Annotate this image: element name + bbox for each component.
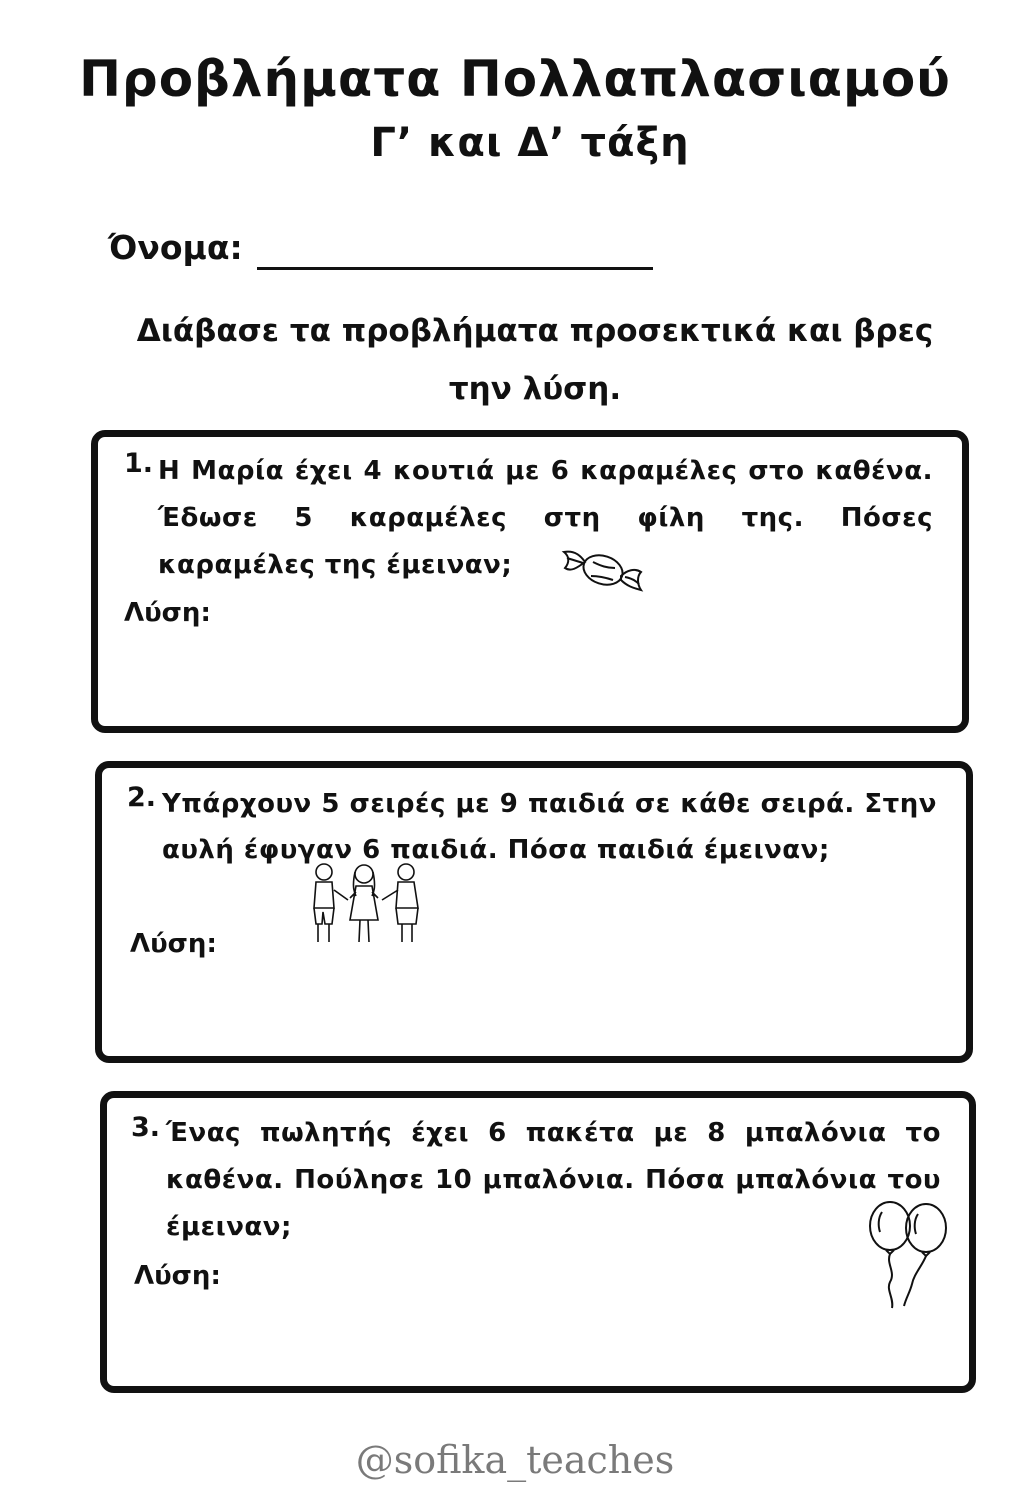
page-subtitle: Γ’ και Δ’ τάξη <box>370 120 690 166</box>
problem-number: 3. <box>131 1112 161 1143</box>
instructions: Διάβασε τα προβλήματα προσεκτικά και βρες την λύση. <box>136 313 934 407</box>
name-label: Όνομα: <box>108 228 243 267</box>
problem-text: Υπάρχουν 5 σειρές με 9 παιδιά σε κάθε σειρά. Στην αυλή έφυγαν 6 παιδιά. Πόσα παιδιά έμειναν; <box>162 789 937 865</box>
problem-text: Ένας πωλητής έχει 6 πακέτα με 8 μπαλόνια το καθένα. Πούλησε 10 μπαλόνια. Πόσα μπαλόνια του έμειναν; <box>166 1118 941 1242</box>
children-icon <box>308 862 426 946</box>
solution-label: Λύση: <box>124 598 211 628</box>
problem-text: Η Μαρία έχει 4 κουτιά με 6 καραμέλες στο καθένα. Έδωσε 5 καραμέλες στη φίλη της. Πόσες καραμέλες της έμειναν; <box>158 456 933 580</box>
candy-icon <box>561 546 645 594</box>
balloons-icon <box>866 1198 950 1310</box>
solution-label: Λύση: <box>130 929 217 959</box>
page-title: Προβλήματα Πολλαπλασιαμού <box>79 50 951 108</box>
solution-label: Λύση: <box>134 1261 221 1291</box>
problem-number: 1. <box>124 448 154 479</box>
name-answer-line[interactable] <box>257 267 653 270</box>
problem-number: 2. <box>127 782 157 813</box>
watermark: @sofika_teaches <box>355 1438 675 1482</box>
